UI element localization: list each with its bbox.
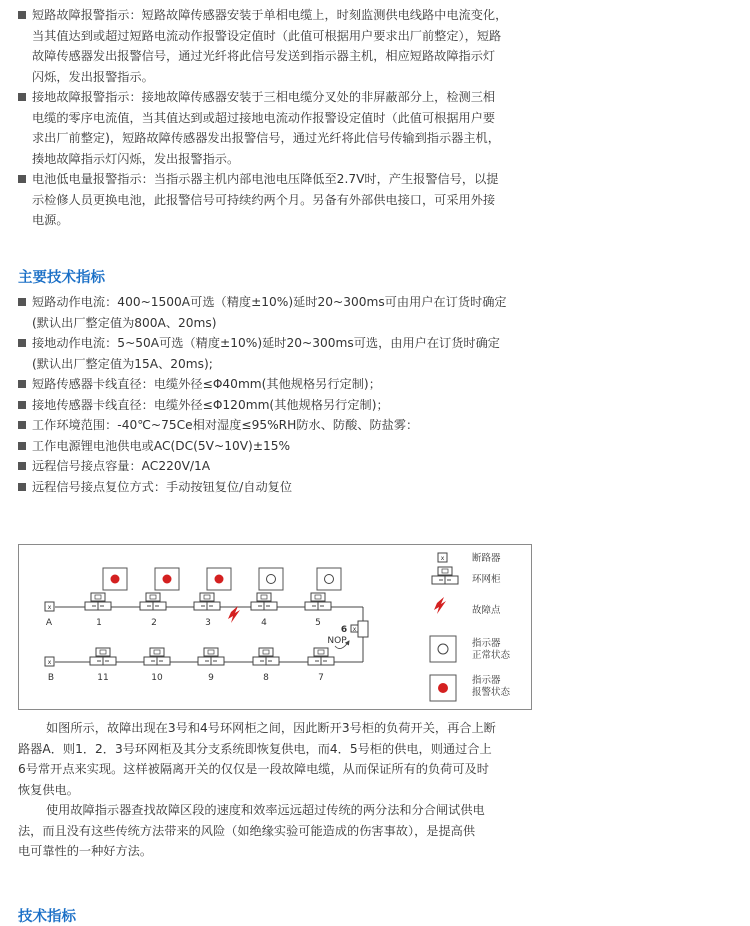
legend-indicator-alarm-label-2: 报警状态 [472,687,511,698]
node-label: 2 [151,618,157,628]
paragraph-line: 如图所示，故障出现在3号和4号环网柜之间，因此断开3号柜的负荷开关，再合上断 [46,721,496,735]
bullet-square-icon [18,421,26,429]
indicator-box [317,568,341,590]
svg-text:x: x [352,626,357,633]
indicator-box [103,568,127,590]
legend-ring-cabinet-label: 环网柜 [472,574,501,585]
source-label-b: B [47,673,55,683]
feature-line: 接地故障报警指示：接地故障传感器安装于三相电缆分叉处的非屏蔽部分上，检测三相 [32,90,496,104]
ring-network-diagram [18,544,532,710]
feature-item-short-circuit [18,5,548,87]
ring-cabinet-icon [305,593,331,610]
feature-line: 故障传感器发出报警信号，通过光纤将此信号发送到指示器主机，相应短路故障指示灯 [32,49,496,63]
node-label: 4 [261,618,267,628]
spec-line: (默认出厂整定值为800A、20ms) [32,315,217,330]
indicator-box [259,568,283,590]
spec-line: 接地动作电流：5~50A可选（精度±10%)延时20~300ms可选，由用户在订货时确定 [32,336,500,350]
node-label: 1 [96,618,102,628]
nop-number: 6 [340,625,348,635]
ring-cabinet-icon [198,648,224,665]
ring-cabinet-icon [308,648,334,665]
bullet-square-icon [18,339,26,347]
legend-breaker-label: 断路器 [472,553,501,564]
spec-line: 接地传感器卡线直径：电缆外径≤Φ120mm(其他规格另行定制)； [32,397,389,412]
node-label: 11 [97,673,109,683]
feature-line: 闪烁，发出报警指示。 [32,69,154,84]
spec-item [18,395,548,416]
bullet-square-icon [18,401,26,409]
section-heading-tech: 技术指标 [18,909,76,925]
bullet-square-icon [18,93,26,101]
node-label: 3 [205,618,211,628]
spec-line: 工作环境范围：-40℃~75Ce相对湿度≤95%RH防水、防酸、防盐雾： [32,418,419,432]
spec-item [18,333,548,374]
ring-cabinet-icon [194,593,220,610]
legend-breaker-icon [438,553,447,562]
spec-item [18,456,548,477]
spec-line: 工作电源锂电池供电或AC(DC(5V~10V)±15% [32,438,291,453]
ring-cabinet-icon [253,648,279,665]
feature-line: 求出厂前整定)，短路故障传感器发出报警信号，通过光纤将此信号传输到指示器主机， [32,131,500,145]
ring-cabinet-icon [90,648,116,665]
spec-line: 远程信号接点复位方式：手动按钮复位/自动复位 [32,479,293,494]
bullet-square-icon [18,11,26,19]
spec-item [18,477,548,498]
legend-ring-cabinet-icon [432,567,458,584]
legend-indicator-normal-label-1: 指示器 [472,638,501,649]
nop-label: NOP [327,636,347,646]
legend-indicator-alarm-label-1: 指示器 [472,675,501,686]
svg-text:x: x [47,659,52,666]
bullet-square-icon [18,483,26,491]
feature-item-low-battery [18,169,548,231]
indicator-box [207,568,231,590]
ring-cabinet-icon [85,593,111,610]
bullet-square-icon [18,298,26,306]
legend-fault-label: 故障点 [472,605,501,616]
paragraph-line: 电可靠性的一种好方法。 [18,844,153,858]
node-label: 5 [315,618,321,628]
indicator-box [155,568,179,590]
paragraph-line: 法，而且没有这些传统方法带来的风险（如绝缘实验可能造成的伤害事故），是提高供 [18,823,476,838]
breaker-icon [45,657,54,666]
legend [430,552,511,701]
bullet-square-icon [18,462,26,470]
feature-line: 短路故障报警指示：短路故障传感器安装于单相电缆上，时刻监测供电线路中电流变化， [32,8,508,22]
ring-cabinet-icon [251,593,277,610]
spec-item [18,436,548,457]
bullet-square-icon [18,175,26,183]
feature-line: 揍地故障指示灯闪烁，发出报警指示。 [32,151,240,166]
spec-line: 远程信号接点容量：AC220V/1A [32,459,211,473]
source-label-a: A [45,618,53,628]
svg-text:x: x [47,604,52,611]
svg-text:x: x [440,555,445,562]
paragraph-line: 6号常开点来实现。这样被隔离开关的仅仅是一段故障电缆，从而保证所有的负荷可及时 [18,762,489,776]
bullet-square-icon [18,380,26,388]
spec-line: 短路动作电流：400~1500A可选（精度±10%)延时20~300ms可由用户在订货时确定 [32,295,507,309]
feature-line: 电缆的零序电流值，当其值达到或超过接地电流动作报警设定值时（此值可根据用户要 [32,110,496,125]
spec-item [18,374,548,395]
feature-line: 电源。 [32,213,69,227]
ring-cabinet-icon [144,648,170,665]
feature-line: 电池低电量报警指示：当指示器主机内部电池电压降低至2.7V时，产生报警信号，以提 [32,172,499,186]
paragraph-line: 使用故障指示器查找故障区段的速度和效率远远超过传统的两分法和分合闸试供电 [46,803,485,817]
feature-line: 示检修人员更换电池，此报警信号可持续约两个月。另备有外部供电接口，可采用外接 [32,192,496,207]
fault-point-icon [228,606,240,623]
node-label: 9 [208,673,214,683]
bullet-square-icon [18,442,26,450]
diagram-svg [19,545,531,709]
legend-fault-icon [434,597,446,614]
specs-heading: 主要技术指标 [18,270,105,286]
spec-line: (默认出厂整定值为15A、20ms); [32,356,213,371]
legend-indicator-normal-label-2: 正常状态 [472,650,511,661]
feature-line: 当其值达到或超过短路电流动作报警设定值时（此值可根据用户要求出厂前整定），短路 [32,28,502,43]
node-label: 7 [318,673,324,683]
explanation-paragraph-1 [18,718,534,800]
paragraph-line: 路器A．则1．2．3号环网柜及其分支系统即恢复供电，而4．5号柜的供电，则通过合上 [18,741,492,756]
ring-cabinet-icon [140,593,166,610]
breaker-icon [45,602,54,611]
spec-item [18,292,548,333]
feature-list [18,5,548,231]
spec-line: 短路传感器卡线直径：电缆外径≤Φ40mm(其他规格另行定制)； [32,377,381,391]
node-label: 10 [151,673,163,683]
paragraph-line: 恢复供电。 [18,782,79,797]
node-label: 8 [263,673,269,683]
explanation-paragraph-2 [18,800,534,862]
feature-item-ground-fault [18,87,548,169]
specs-list [18,292,548,497]
nop-switch-icon [351,621,368,637]
spec-item [18,415,548,436]
